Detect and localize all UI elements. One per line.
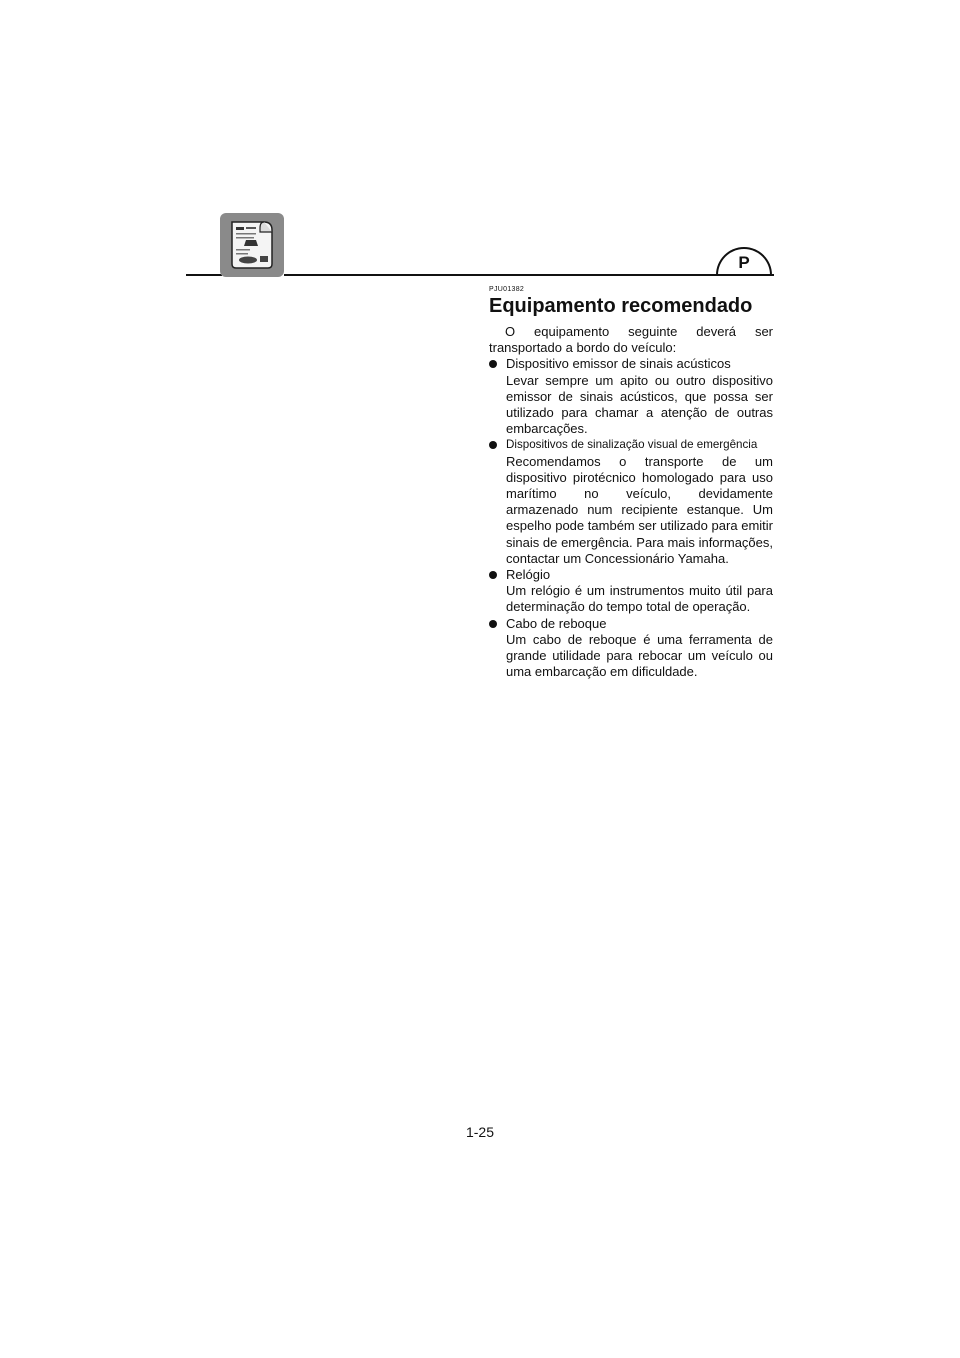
page-number: 1-25 [465,1124,495,1140]
section-content [489,286,773,680]
bullet-icon [489,571,497,579]
equipment-list [489,356,773,680]
item-body: Levar sempre um apito ou outro dispositivo emissor de sinais acústicos, que possa ser utilizado para chamar a atenção de outras embarcações. [506,372,773,437]
item-body: Um relógio é um instrumentos muito útil para determinação do tempo total de operação. [506,583,773,615]
item-body: Recomendamos o transporte de um dispositivo pirotécnico homologado para uso marítimo no veículo, devidamente armazenado num recipiente estanque. Um espelho pode também ser utilizado para emitir sinais de emergência. Para mais informações, contactar um Concessionário Yamaha. [506,453,773,566]
list-item [489,437,773,567]
bullet-icon [489,360,497,368]
item-title: Dispositivos de sinalização visual de emergência [506,438,758,452]
item-body: Um cabo de reboque é uma ferramenta de grande utilidade para rebocar um veículo ou uma embarcação em dificuldade. [506,631,773,680]
manual-document-icon [220,213,284,277]
bullet-icon [489,441,497,449]
list-item [489,356,773,437]
section-code: PJU01382 [489,286,525,293]
item-title: Cabo de reboque [506,615,607,631]
language-badge: P [716,247,772,275]
list-item [489,567,773,616]
item-title: Relógio [506,567,551,583]
header-rule-left [186,274,222,276]
section-title: Equipamento recomendado [489,295,753,317]
header-rule-right [284,274,774,276]
bullet-icon [489,620,497,628]
intro-paragraph: O equipamento seguinte deverá ser transportado a bordo do veículo: [489,324,773,356]
item-title: Dispositivo emissor de sinais acústicos [506,356,731,372]
list-item [489,616,773,681]
